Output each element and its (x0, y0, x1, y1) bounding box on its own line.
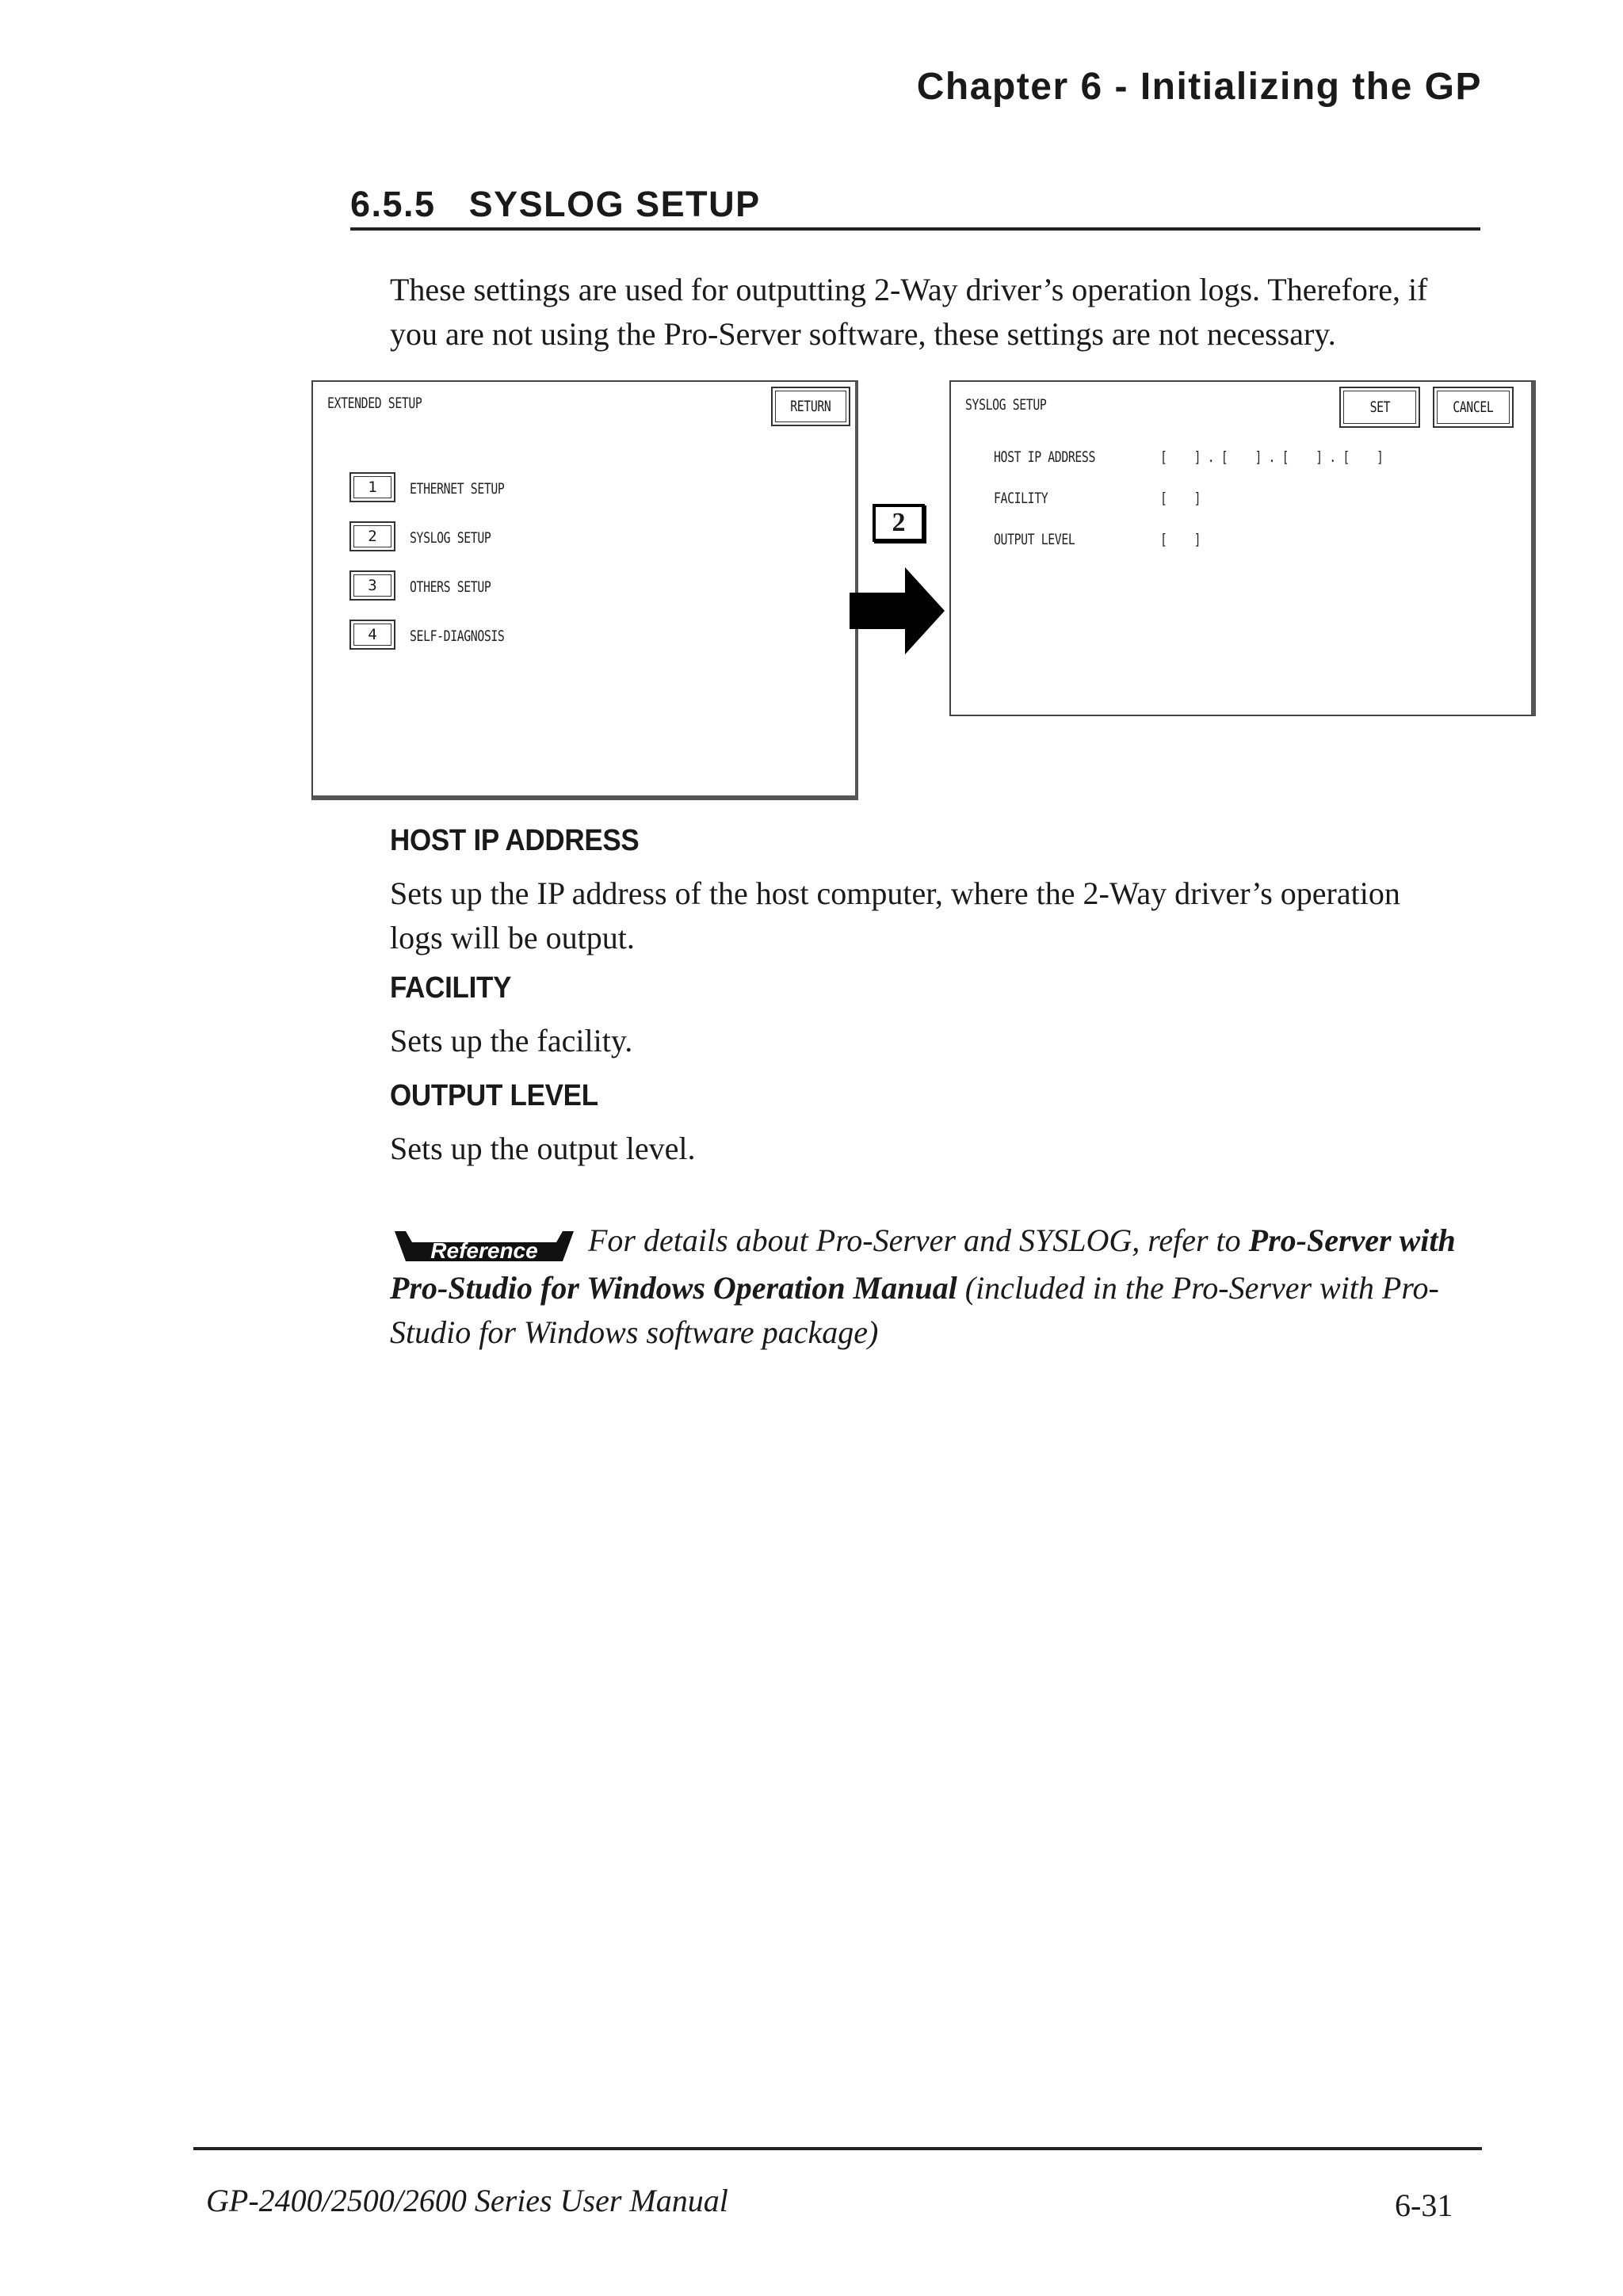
cancel-button[interactable] (1433, 387, 1514, 428)
footer-page-number: 6-31 (1395, 2187, 1453, 2223)
section-title: 6.5.5 SYSLOG SETUP (350, 184, 761, 224)
return-button[interactable] (771, 387, 850, 426)
menu-item-others-setup[interactable]: OTHERS SETUP (410, 578, 491, 596)
menu-number-4[interactable]: 4 (349, 620, 395, 650)
return-button-label: RETURN (790, 398, 831, 415)
reference-line-2: Pro-Studio for Windows Operation Manual (included in the Pro-Server with Pro- (390, 1270, 1439, 1306)
chapter-header: Chapter 6 - Initializing the GP (916, 66, 1482, 108)
menu-item-syslog-setup[interactable]: SYSLOG SETUP (410, 529, 491, 547)
facility-label: FACILITY (994, 490, 1048, 507)
reference-badge-icon (395, 1228, 574, 1264)
menu-number-1[interactable]: 1 (349, 472, 395, 502)
output-level-label: OUTPUT LEVEL (994, 531, 1075, 548)
section-rule (350, 227, 1480, 231)
extended-setup-screen (311, 380, 858, 800)
menu-item-ethernet-setup[interactable]: ETHERNET SETUP (410, 480, 505, 498)
reference-line-3: Studio for Windows software package) (390, 1314, 879, 1350)
menu-item-self-diagnosis[interactable]: SELF-DIAGNOSIS (410, 627, 505, 645)
host-ip-label: HOST IP ADDRESS (994, 448, 1095, 466)
output-level-description: Sets up the output level. (390, 1131, 696, 1166)
intro-line-1: These settings are used for outputting 2-Way driver’s operation logs. Therefore, if (390, 272, 1428, 307)
set-button-label: SET (1369, 399, 1390, 416)
syslog-setup-title: SYSLOG SETUP (965, 396, 1047, 414)
intro-line-2: you are not using the Pro-Server software, these settings are not necessary. (390, 316, 1336, 352)
right-arrow-icon (850, 567, 949, 654)
footer-rule (193, 2147, 1482, 2150)
cancel-button-label: CANCEL (1453, 399, 1494, 416)
set-button[interactable] (1339, 387, 1420, 428)
menu-number-3[interactable]: 3 (349, 570, 395, 601)
facility-input[interactable]: [ ] (1160, 490, 1201, 507)
menu-number-2[interactable]: 2 (349, 521, 395, 551)
syslog-setup-screen (949, 380, 1536, 716)
extended-setup-title: EXTENDED SETUP (327, 395, 422, 412)
intro-paragraph (390, 268, 1484, 357)
facility-description: Sets up the facility. (390, 1023, 633, 1058)
host-ip-input[interactable]: [ ] . [ ] . [ ] . [ ] (1160, 448, 1384, 466)
reference-badge-label: Reference (430, 1238, 538, 1263)
host-ip-heading: HOST IP ADDRESS (390, 824, 640, 857)
facility-heading: FACILITY (390, 971, 512, 1005)
output-level-heading: OUTPUT LEVEL (390, 1079, 598, 1112)
reference-line-1: For details about Pro-Server and SYSLOG, refer to Pro-Server with (588, 1222, 1456, 1258)
footer-manual-title: GP-2400/2500/2600 Series User Manual (206, 2183, 728, 2218)
output-level-input[interactable]: [ ] (1160, 531, 1201, 548)
host-ip-description: Sets up the IP address of the host computer, where the 2-Way driver’s operation logs will be output. (390, 875, 1400, 955)
step-number-badge: 2 (873, 504, 925, 542)
